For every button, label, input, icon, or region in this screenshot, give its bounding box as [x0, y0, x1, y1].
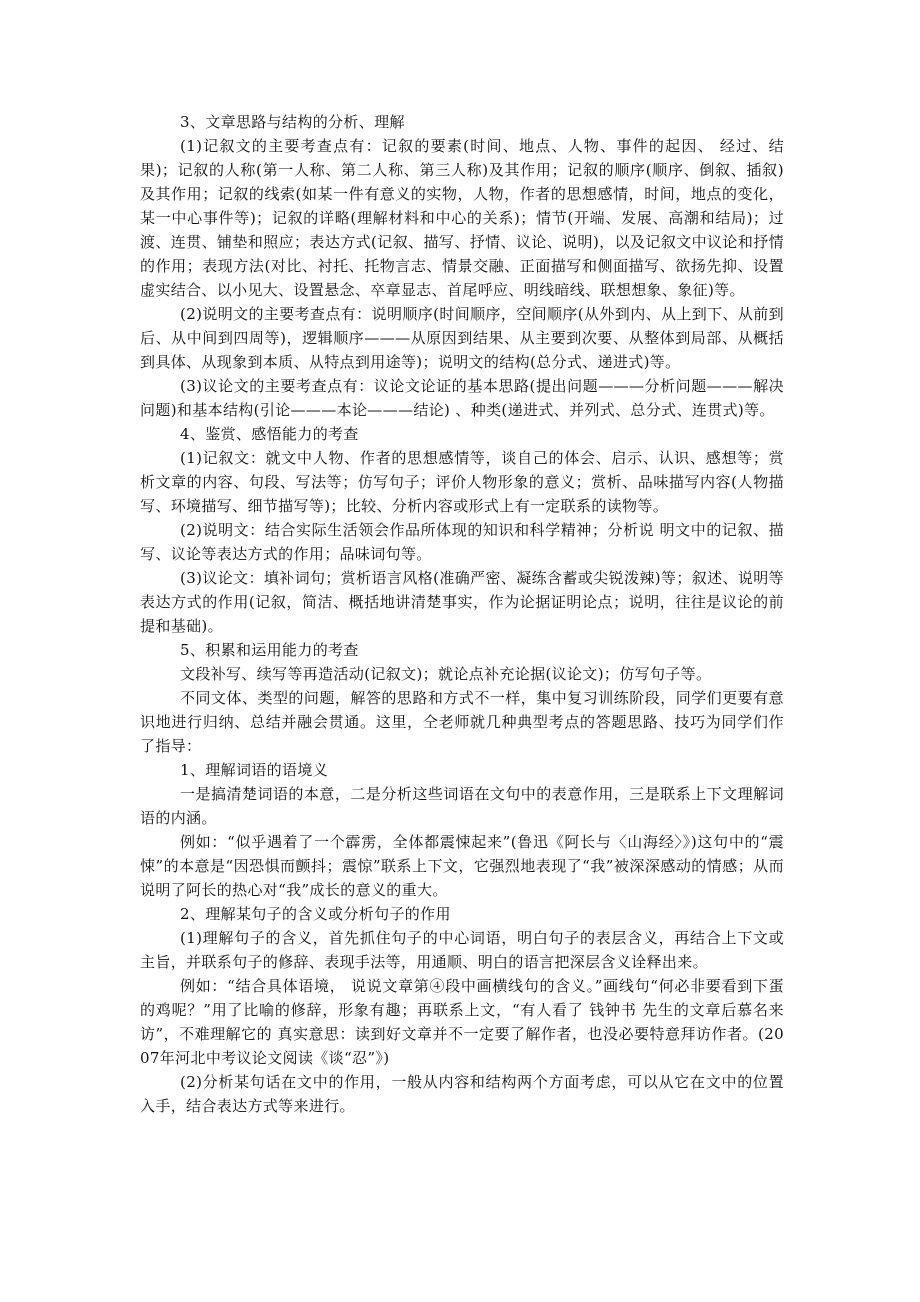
- paragraph: 一是搞清楚词语的本意，二是分析这些词语在文句中的表意作用，三是联系上下文理解词语的内涵。: [140, 785, 784, 827]
- paragraph: (2)说明文的主要考查点有：说明顺序(时间顺序，空间顺序(从外到内、从上到下、从前到后、从中间到四周等)，逻辑顺序———从原因到结果、从主要到次要、从整体到局部、从概括到具体、从现象到本质、从特点到用途等)；说明文的结构(总分式、递进式)等。: [140, 305, 784, 371]
- document-body: [140, 110, 784, 1118]
- section-heading: 2、理解某句子的含义或分析句子的作用: [180, 905, 451, 923]
- paragraph: 不同文体、类型的问题，解答的思路和方式不一样，集中复习训练阶段，同学们更要有意识地进行归纳、总结并融会贯通。这里，仝老师就几种典型考点的答题思路、技巧为同学们作了指导：: [140, 689, 784, 755]
- paragraph: (3)议论文：填补词句；赏析语言风格(准确严密、凝练含蓄或尖锐泼辣)等；叙述、说明等表达方式的作用(记叙，简洁、概括地讲清楚事实，作为论据证明论点；说明，往往是议论的前提和基础)。: [140, 569, 784, 635]
- section-heading: 3、文章思路与结构的分析、理解: [180, 113, 405, 131]
- paragraph: 例如：“似乎遇着了一个霹雳，全体都震悚起来”(鲁迅《阿长与〈山海经〉》)这句中的“震悚”的本意是“因恐惧而颤抖；震惊”联系上下文，它强烈地表现了“我”被深深感动的情感；从而说明了阿长的热心对“我”成长的意义的重大。: [140, 833, 784, 899]
- section-heading: 5、积累和运用能力的考查: [180, 641, 359, 659]
- paragraph: (2)分析某句话在文中的作用，一般从内容和结构两个方面考虑，可以从它在文中的位置入手，结合表达方式等来进行。: [140, 1073, 784, 1115]
- section-heading: 4、鉴赏、感悟能力的考查: [180, 425, 359, 443]
- paragraph: (1)记叙文的主要考查点有：记叙的要素(时间、地点、人物、事件的起因、 经过、结果)；记叙的人称(第一人称、第二人称、第三人称)及其作用；记叙的顺序(顺序、倒叙、插叙)及其作用；记叙的线索(如某一件有意义的实物，人物，作者的思想感情，时间，地点的变化，某一中心事件等)；记叙的详略(理解材料和中心的关系)；情节(开端、发展、高潮和结局)；过渡、连贯、铺垫和照应；表达方式(记叙、描写、抒情、议论、说明)，以及记叙文中议论和抒情的作用；表现方法(对比、衬托、托物言志、情景交融、正面描写和侧面描写、欲扬先抑、设置虚实结合、以小见大、设置悬念、卒章显志、首尾呼应、明线暗线、联想想象、象征)等。: [140, 137, 784, 299]
- section-heading: 1、理解词语的语境义: [180, 761, 329, 779]
- paragraph: (2)说明文：结合实际生活领会作品所体现的知识和科学精神；分析说 明文中的记叙、描写、议论等表达方式的作用；品味词句等。: [140, 521, 784, 563]
- paragraph: 文段补写、续写等再造活动(记叙文)；就论点补充论据(议论文)；仿写句子等。: [180, 665, 712, 683]
- paragraph: (1)记叙文：就文中人物、作者的思想感情等，谈自己的体会、启示、认识、感想等；赏析文章的内容、句段、写法等；仿写句子；评价人物形象的意义；赏析、品味描写内容(人物描写、环境描写、细节描写等)；比较、分析内容或形式上有一定联系的读物等。: [140, 449, 784, 515]
- paragraph: 例如：“结合具体语境， 说说文章第④段中画横线句的含义。”画线句“何必非要看到下蛋的鸡呢？”用了比喻的修辞，形象有趣；再联系上文，“有人看了 钱钟书 先生的文章后慕名来访”，不难理解它的 真实意思：读到好文章并不一定要了解作者，也没必要特意拜访作者。(2007年河北中考议论文阅读《谈“忍”》): [140, 977, 784, 1067]
- paragraph: (1)理解句子的含义，首先抓住句子的中心词语，明白句子的表层含义，再结合上下文或主旨，并联系句子的修辞、表现手法等，用通顺、明白的语言把深层含义诠释出来。: [140, 929, 784, 971]
- paragraph: (3)议论文的主要考查点有：议论文论证的基本思路(提出问题———分析问题———解决问题)和基本结构(引论———本论———结论) 、种类(递进式、并列式、总分式、连贯式)等。: [140, 377, 784, 419]
